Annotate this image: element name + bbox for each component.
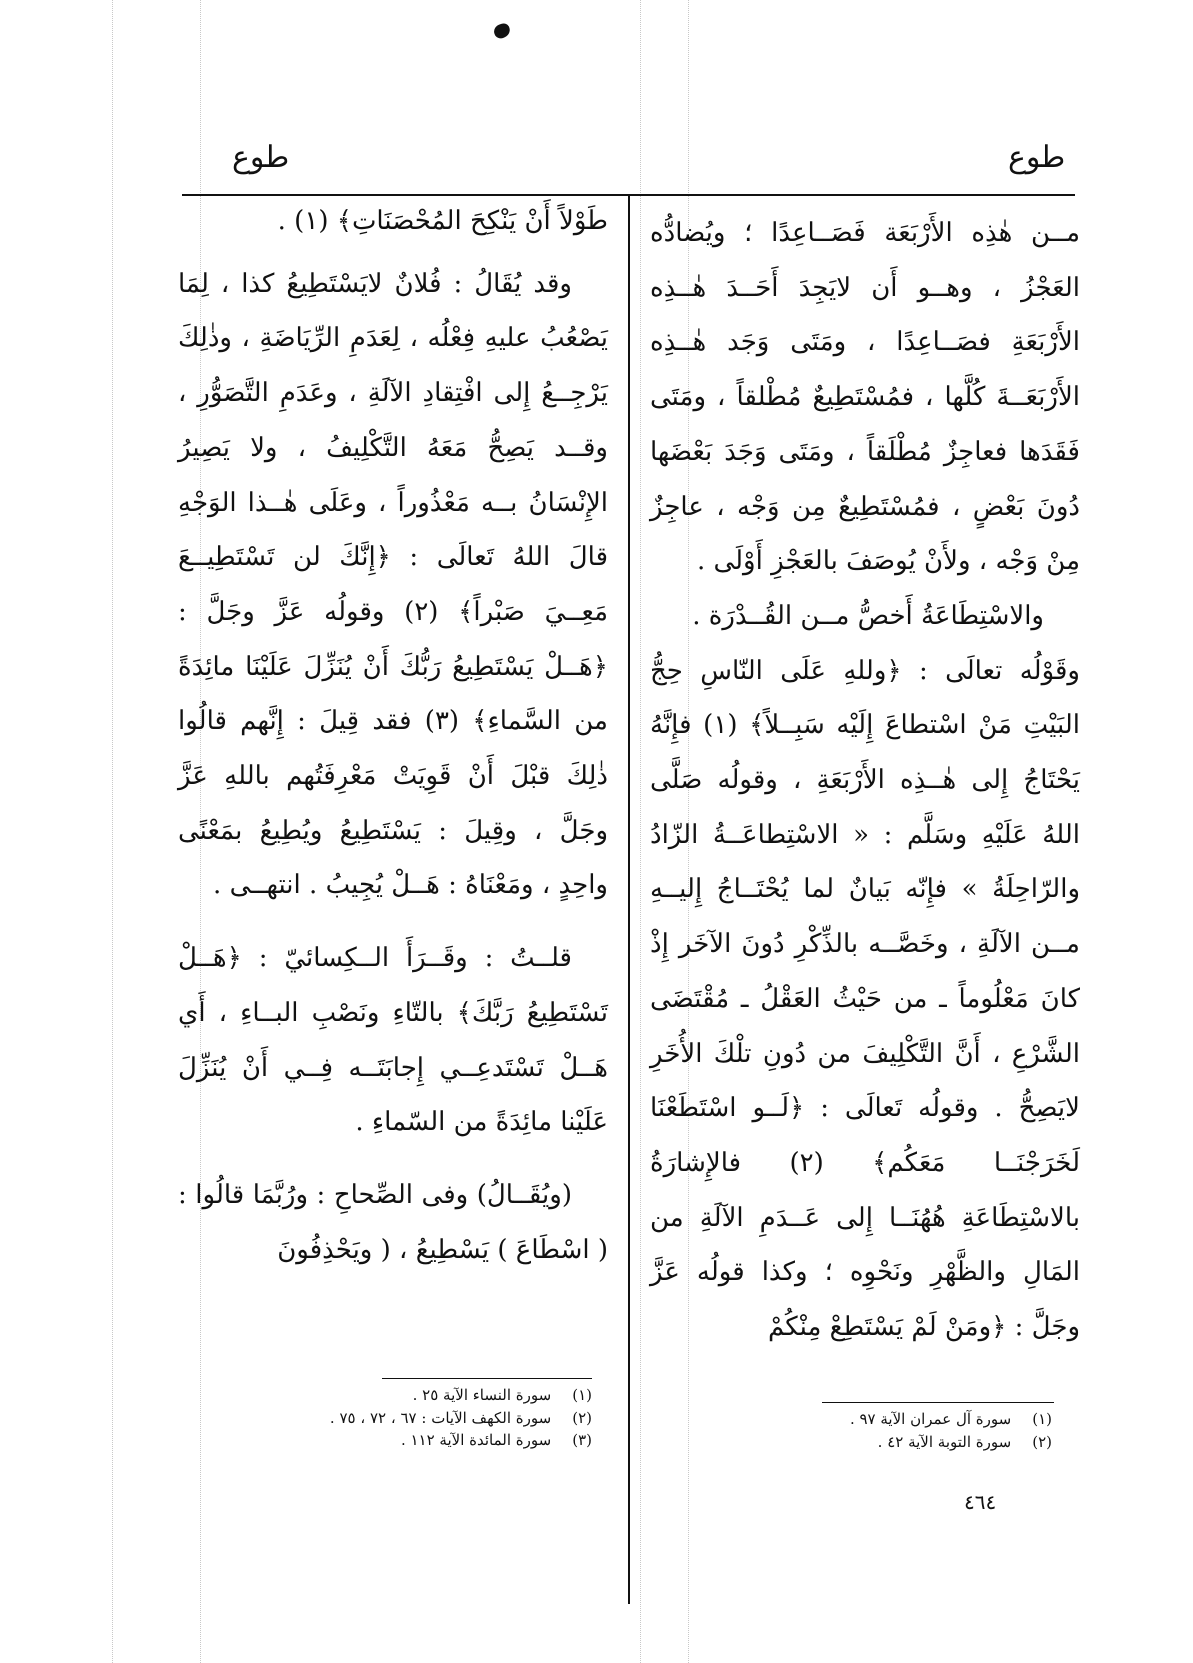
footnote-text: سورة الكهف الآيات : ٦٧ ، ٧٢ ، ٧٥ .: [329, 1408, 552, 1427]
scan-dotted-line: [640, 0, 641, 1663]
footnote: [200, 1429, 592, 1452]
footnote-text: سورة المائدة الآية ١١٢ .: [400, 1431, 552, 1449]
footnote-number: (٢): [1032, 1432, 1052, 1451]
footnote-number: (٢): [572, 1408, 592, 1427]
paragraph: قلــتُ : وقَــرَأَ الــكِسائيّ : ﴿هَــلْ تَسْتَطِيعُ رَبَّكَ﴾ بالتّاءِ ونَصْبِ البــاءِ ، أَي هَــلْ تَسْتَدعِــي إِجابَتَــه فِــي أَنْ يُنَزِّلَ عَلَيْنا مائِدَةً من السّماءِ .: [178, 943, 608, 1138]
header-word-left: طوع: [232, 140, 290, 175]
footnote-number: (١): [572, 1386, 592, 1404]
ink-mark: [492, 22, 512, 40]
paragraph: مــن هٰذِه الأَرْبَعَة فَصَــاعِدًا ؛ ويُضادُّه العَجْزُ ، وهــو أَن لايَجِدَ أَحَــدَ هٰــذِه الأَرْبَعَةِ فصَــاعِدًا ، ومَتَى وَجَد هٰــذِه الأَرْبَعَــةَ كُلَّها ، فمُسْتَطِيعٌ مُطْلقاً ، ومَتَى فَقَدَها فعاجِزٌ مُطْلَقاً ، ومَتَى وَجَدَ بَعْضَها دُونَ بَعْضٍ ، فمُسْتَطِيعٌ مِن وَجْه ، عاجِزٌ مِنْ وَجْه ، ولأَنْ يُوصَفَ بالعَجْزِ أَوْلَى .: [650, 218, 1080, 577]
column-divider: [628, 194, 630, 1604]
footnotes-left: [200, 1384, 592, 1452]
footnote-rule: [382, 1378, 592, 1379]
left-column: [178, 194, 608, 1277]
paragraph: وقد يُقَالُ : فُلانٌ لايَسْتَطِيعُ كذا ، لِمَا يَصْعُبُ عليهِ فِعْلُه ، لِعَدَمِ الرِّيَاضَةِ ، وذٰلِكَ يَرْجِــعُ إِلى افْتِقادِ الآلَةِ ، وعَدَمِ التَّصَوُّرِ ، وقــد يَصِحُّ مَعَهُ التَّكْلِيفُ ، ولا يَصِيرُ الإِنْسَانُ بــه مَعْذُوراً ، وعَلَى هٰــذا الوَجْهِ قالَ اللهُ تَعالَى : ﴿إِنَّكَ لن تَسْتَطِيــعَ مَعِــيَ صَبْراً﴾ (٢) وقولُه عَزَّ وجَلَّ : ﴿هَــلْ يَسْتَطِيعُ رَبُّكَ أَنْ يُنَزِّلَ عَلَيْنَا مائِدَةً من السَّماءِ﴾ (٣) فقد قِيلَ : إِنَّهم قالُوا ذٰلِكَ قبْلَ أَنْ قَوِيَتْ مَعْرِفَتُهم باللهِ عَزَّ وجَلَّ ، وقِيلَ : يَسْتَطِيعُ ويُطِيعُ بمَعْنًى واحِدٍ ، ومَعْنَاهُ : هَــلْ يُجِيبُ . انتهــى .: [178, 268, 608, 901]
footnote-rule: [822, 1402, 1054, 1403]
footnote: [730, 1431, 1052, 1454]
footnote-number: (٣): [572, 1431, 592, 1449]
footnote-text: سورة آل عمران الآية ٩٧ .: [849, 1410, 1012, 1428]
scan-dotted-line: [112, 0, 113, 1663]
right-column: [650, 206, 1080, 1355]
footnote: [730, 1408, 1052, 1431]
header-word-right: طوع: [1008, 140, 1066, 175]
footnote-text: سورة التوبة الآية ٤٢ .: [877, 1432, 1012, 1451]
paragraph: (ويُقَــالُ) وفى الصِّحاحِ : ورُبَّمَا قالُوا : ( اسْطَاعَ ) يَسْطِيعُ ، ( ويَحْذِفُونَ: [178, 1179, 608, 1265]
page-number: ٤٦٤: [964, 1490, 997, 1514]
paragraph: طَوْلاً أَنْ يَنْكِحَ المُحْصَنَاتِ﴾ (١) .: [277, 206, 608, 236]
footnote-number: (١): [1032, 1410, 1052, 1428]
footnote: [200, 1407, 592, 1430]
footnote: [200, 1384, 592, 1407]
paragraph: والاسْتِطَاعَةُ أَخصُّ مــن القُــدْرَة .: [692, 600, 1044, 631]
footnotes-right: [730, 1408, 1052, 1453]
paragraph: وقَوْلُه تعالَى : ﴿وللهِ عَلَى النّاسِ حِجُّ البَيْتِ مَنْ اسْتطاعَ إِلَيْه سَبِــلاً﴾ (١) فإِنَّهُ يَحْتَاجُ إِلى هٰــذِه الأَرْبَعَةِ ، وقولُه صَلَّى اللهُ عَلَيْهِ وسَلَّم : « الاسْتِطاعَــةُ الزّادُ والرّاحِلَةُ » فإِنّه بَيانٌ لما يُحْتَــاجُ إِليــهِ مــن الآلَةِ ، وخَصَّــه بالذِّكْرِ دُونَ الآخَر إِذْ كانَ مَعْلُوماً ـ من حَيْثُ العَقْلُ ـ مُقْتَضَى الشَّرْعِ ، أَنَّ التَّكْلِيفَ من دُونِ تلْكَ الأُخَرِ لايَصِحُّ . وقولُه تَعالَى : ﴿لَــو اسْتَطَعْنَا لَخَرَجْنَــا مَعَكُم﴾ (٢) فالإِشارَةُ بالاسْتِطَاعَةِ هُهُنَــا إِلى عَــدَمِ الآلَةِ من المَالِ والظَّهْرِ ونَحْوِه ؛ وكذا قولُه عَزَّ وجَلَّ : ﴿ومَنْ لَمْ يَسْتَطِعْ مِنْكُمْ: [650, 655, 1081, 1343]
footnote-text: سورة النساء الآية ٢٥ .: [412, 1386, 552, 1404]
